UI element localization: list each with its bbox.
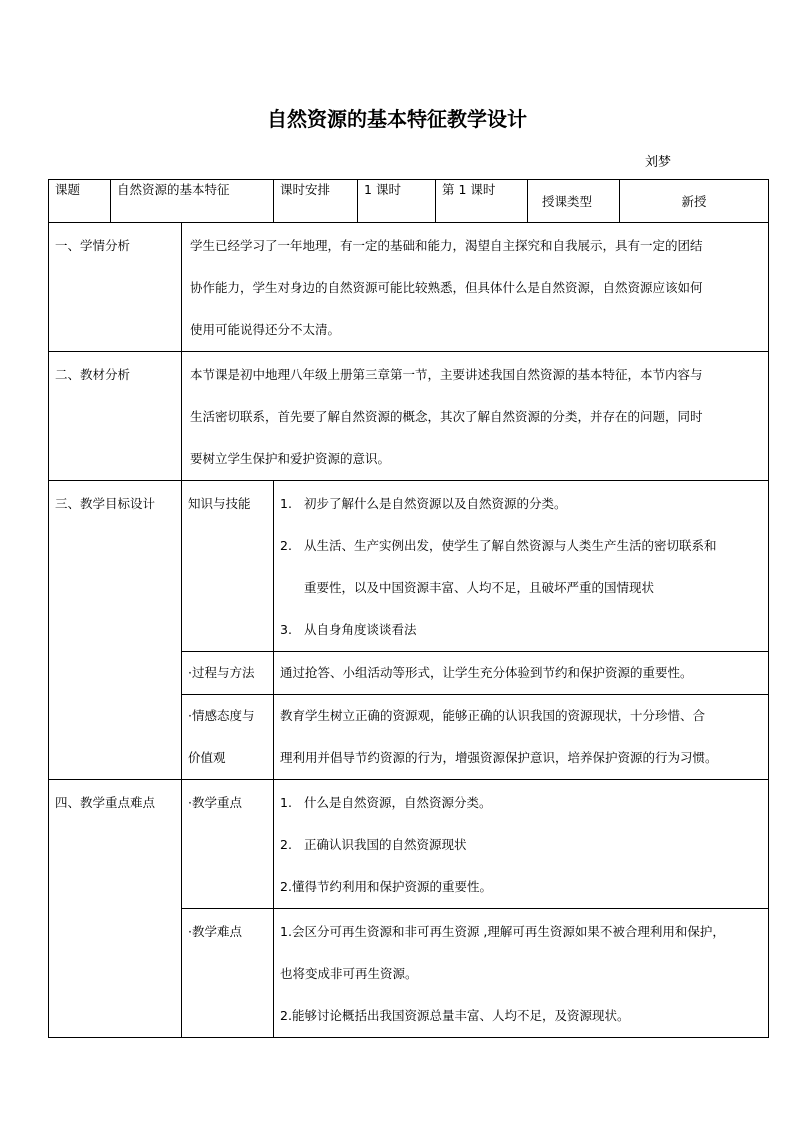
section-textbook-analysis [49,352,769,481]
header-type-label: 授课类型 [528,180,620,222]
section-label: 一、学情分析 [55,238,131,253]
header-type-value: 新授 [681,194,707,209]
header-row [49,180,769,223]
list-item: 3. 从自身角度谈谈看法 [280,622,417,637]
paragraph-line: 使用可能说得还分不太清。 [190,322,341,337]
subsection-label: 知识与技能 [188,496,251,511]
list-item: 2. 正确认识我国的自然资源现状 [280,837,467,852]
header-schedule-value: 1 课时 [358,180,436,223]
subsection-label: ·教学难点 [188,924,242,939]
paragraph-line: 本节课是初中地理八年级上册第三章第一节，主要讲述我国自然资源的基本特征，本节内容与 [190,367,703,382]
header-topic-label: 课题 [49,180,111,223]
list-item-continuation: 重要性，以及中国资源丰富、人均不足，且破坏严重的国情现状 [304,580,655,595]
paragraph-line: 要树立学生保护和爱护资源的意识。 [190,451,391,466]
list-item: 2. 从生活、生产实例出发，使学生了解自然资源与人类生产生活的密切联系和 [280,538,717,553]
paragraph-line: 2.能够讨论概括出我国资源总量丰富、人均不足，及资源现状。 [280,1008,630,1023]
section-label: 三、教学目标设计 [55,496,156,511]
list-item: 1. 什么是自然资源，自然资源分类。 [280,795,492,810]
header-schedule-label: 课时安排 [274,180,358,223]
paragraph-line: 协作能力，学生对身边的自然资源可能比较熟悉，但具体什么是自然资源，自然资源应该如何 [190,280,703,295]
header-session-value: 第 1 课时 [436,180,528,223]
subsection-label: 价值观 [188,750,226,765]
paragraph-line: 生活密切联系，首先要了解自然资源的概念，其次了解自然资源的分类，并存在的问题，同时 [190,409,703,424]
paragraph-line: 通过抢答、小组活动等形式，让学生充分体验到节约和保护资源的重要性。 [280,665,693,680]
section-label: 二、教材分析 [55,367,131,382]
subsection-label: ·情感态度与 [188,708,255,723]
section-label: 四、教学重点难点 [55,795,156,810]
list-item: 1. 初步了解什么是自然资源以及自然资源的分类。 [280,496,567,511]
lesson-plan-table [48,179,769,1038]
document-title: 自然资源的基本特征教学设计 [267,107,527,131]
paragraph-line: 教育学生树立正确的资源观，能够正确的认识我国的资源现状，十分珍惜、合 [280,708,706,723]
header-topic-value: 自然资源的基本特征 [111,180,274,223]
list-item: 2.懂得节约利用和保护资源的重要性。 [280,879,492,894]
paragraph-line: 学生已经学习了一年地理，有一定的基础和能力，渴望自主探究和自我展示，具有一定的团结 [190,238,703,253]
section-student-analysis [49,223,769,352]
section-objectives-knowledge [49,481,769,652]
paragraph-line: 1.会区分可再生资源和非可再生资源 ,理解可再生资源如果不被合理利用和保护， [280,924,725,939]
subsection-label: ·教学重点 [188,795,242,810]
paragraph-line: 理利用并倡导节约资源的行为，增强资源保护意识，培养保护资源的行为习惯。 [280,750,718,765]
author-name: 刘梦 [645,155,672,170]
subsection-label: ·过程与方法 [188,665,255,680]
section-key-points [49,780,769,909]
paragraph-line: 也将变成非可再生资源。 [280,966,418,981]
